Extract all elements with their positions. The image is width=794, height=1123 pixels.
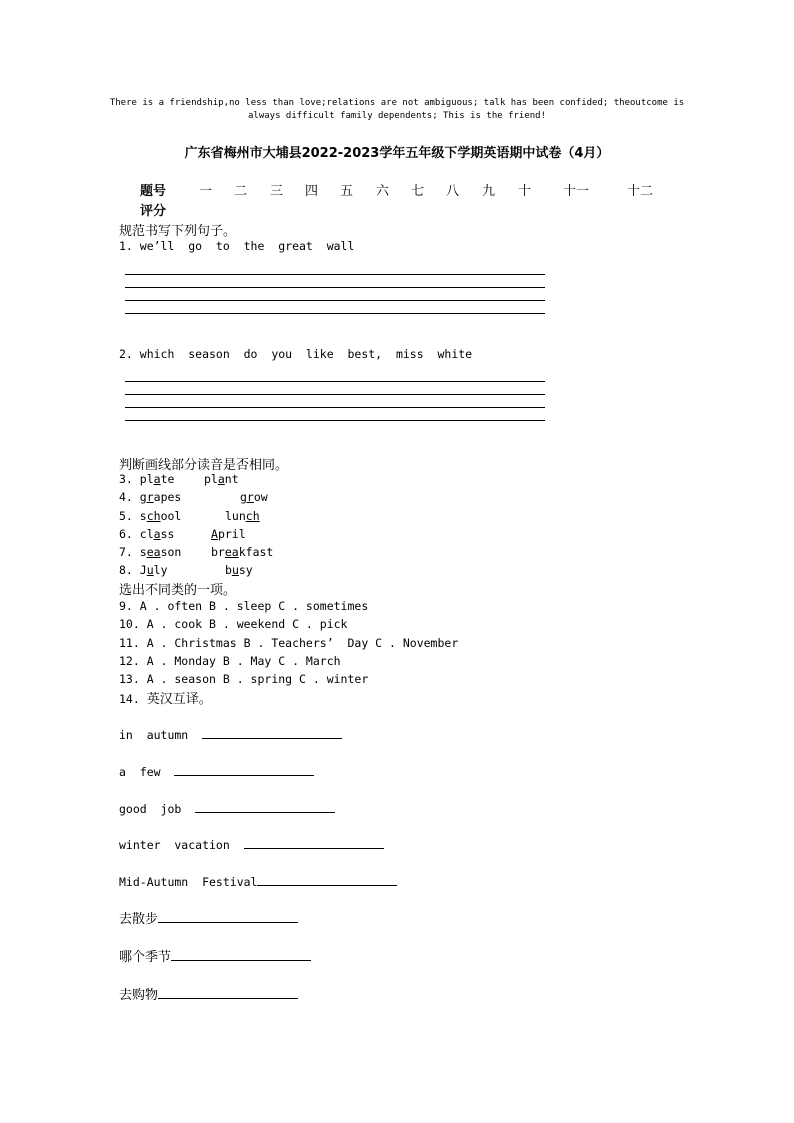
word-part: ow <box>253 490 268 504</box>
word-part: ool <box>160 509 182 523</box>
score-row-label-score: 评分 <box>140 204 167 219</box>
translation-item <box>119 984 298 1003</box>
choice-question: 11. A . Christmas B . Teachers’ Day C . November <box>119 636 459 650</box>
word-part: pl <box>204 472 218 486</box>
translation-item <box>119 946 311 965</box>
answer-blank[interactable] <box>174 764 314 776</box>
score-col-1: 一 <box>199 184 213 199</box>
underlined-part: ch <box>245 509 260 523</box>
item-number: 7. <box>119 545 140 559</box>
word-part: s <box>139 545 147 559</box>
underlined-part: A <box>211 527 218 541</box>
writing-line[interactable] <box>125 313 545 314</box>
answer-blank[interactable] <box>158 911 298 923</box>
writing-line[interactable] <box>125 300 545 301</box>
word-part: son <box>160 545 182 559</box>
answer-blank[interactable] <box>195 801 335 813</box>
underlined-part: ea <box>224 545 239 559</box>
underlined-part: a <box>153 527 161 541</box>
translation-prompt: good job <box>119 802 196 816</box>
score-col-9: 九 <box>482 184 496 199</box>
word-part: J <box>139 563 147 577</box>
underlined-part: u <box>231 563 239 577</box>
score-col-11: 十一 <box>563 184 590 199</box>
word-part: sy <box>238 563 253 577</box>
item-number: 5. <box>119 509 140 523</box>
underlined-part: a <box>217 472 225 486</box>
choice-question: 13. A . season B . spring C . winter <box>119 672 369 686</box>
answer-blank[interactable] <box>171 949 311 961</box>
score-row-label-question: 题号 <box>140 184 167 199</box>
section1-heading: 规范书写下列句子。 <box>119 224 237 239</box>
translation-prompt: in autumn <box>119 728 203 742</box>
score-col-6: 六 <box>376 184 390 199</box>
word-part: ss <box>160 527 175 541</box>
phonics-compare-word <box>225 509 260 523</box>
item-number: 6. <box>119 527 140 541</box>
motto-line-2: always difficult family dependents; This is the friend! <box>247 111 546 121</box>
phonics-item <box>119 527 174 541</box>
translation-prompt: 去散步 <box>119 912 159 927</box>
phonics-item <box>119 563 168 577</box>
word-part: br <box>211 545 225 559</box>
phonics-compare-word <box>211 545 273 559</box>
score-col-3: 三 <box>270 184 284 199</box>
choice-question: 10. A . cook B . weekend C . pick <box>119 617 348 631</box>
underlined-part: ea <box>146 545 161 559</box>
underlined-part: ch <box>146 509 161 523</box>
writing-line[interactable] <box>125 407 545 408</box>
translation-item <box>119 837 384 852</box>
word-part: apes <box>153 490 182 504</box>
choice-question: 12. A . Monday B . May C . March <box>119 654 341 668</box>
score-col-7: 七 <box>411 184 425 199</box>
word-part: cl <box>139 527 154 541</box>
writing-line[interactable] <box>125 287 545 288</box>
word-part: lun <box>225 509 246 523</box>
word-part: nt <box>224 472 239 486</box>
word-part: kfast <box>238 545 274 559</box>
translation-item <box>119 727 342 742</box>
score-col-8: 八 <box>446 184 460 199</box>
question-1: 1. we’ll go to the great wall <box>119 239 355 253</box>
section4-heading <box>119 688 212 707</box>
underlined-part: gr <box>240 490 254 504</box>
answer-blank[interactable] <box>202 727 342 739</box>
word-part: ly <box>153 563 168 577</box>
writing-line[interactable] <box>125 381 545 382</box>
word-part: pl <box>139 472 154 486</box>
choice-question: 9. A . often B . sleep C . sometimes <box>119 599 369 613</box>
translation-item <box>119 874 397 889</box>
translation-item <box>119 764 314 779</box>
section2-heading: 判断画线部分读音是否相同。 <box>119 458 289 473</box>
underlined-part: u <box>146 563 154 577</box>
phonics-compare-word <box>204 472 239 486</box>
writing-line[interactable] <box>125 420 545 421</box>
phonics-compare-word <box>225 563 253 577</box>
score-col-5: 五 <box>340 184 354 199</box>
answer-blank[interactable] <box>257 874 397 886</box>
underlined-part: a <box>153 472 161 486</box>
writing-line[interactable] <box>125 274 545 275</box>
word-part: pril <box>217 527 246 541</box>
word-part: s <box>139 509 147 523</box>
answer-blank[interactable] <box>244 837 384 849</box>
translation-item <box>119 908 298 927</box>
motto-line-1: There is a friendship,no less than love;relations are not ambiguous; talk has been confided; theoutcome is <box>109 98 685 108</box>
answer-blank[interactable] <box>158 987 298 999</box>
item-number: 3. <box>119 472 140 486</box>
phonics-compare-word <box>211 527 246 541</box>
score-col-4: 四 <box>305 184 319 199</box>
score-col-10: 十 <box>518 184 532 199</box>
heading-text: 英汉互译。 <box>146 692 212 707</box>
section3-heading: 选出不同类的一项。 <box>119 583 237 598</box>
phonics-item <box>119 545 181 559</box>
question-2: 2. which season do you like best, miss white <box>119 347 473 361</box>
translation-item <box>119 801 335 816</box>
underlined-part: gr <box>139 490 154 504</box>
phonics-item <box>119 472 174 486</box>
translation-prompt: 哪个季节 <box>119 950 172 965</box>
phonics-item <box>119 490 181 504</box>
score-col-12: 十二 <box>627 184 654 199</box>
word-part: te <box>160 472 175 486</box>
translation-prompt: Mid-Autumn Festival <box>119 875 258 889</box>
item-number: 4. <box>119 490 140 504</box>
phonics-compare-word <box>240 490 268 504</box>
translation-prompt: a few <box>119 765 175 779</box>
item-number: 8. <box>119 563 140 577</box>
phonics-item <box>119 509 181 523</box>
score-col-2: 二 <box>234 184 248 199</box>
word-part: b <box>225 563 232 577</box>
item-number: 14. <box>119 692 147 706</box>
translation-prompt: winter vacation <box>119 838 244 852</box>
exam-title: 广东省梅州市大埔县2022-2023学年五年级下学期英语期中试卷（4月） <box>184 146 610 161</box>
translation-prompt: 去购物 <box>119 988 159 1003</box>
writing-line[interactable] <box>125 394 545 395</box>
